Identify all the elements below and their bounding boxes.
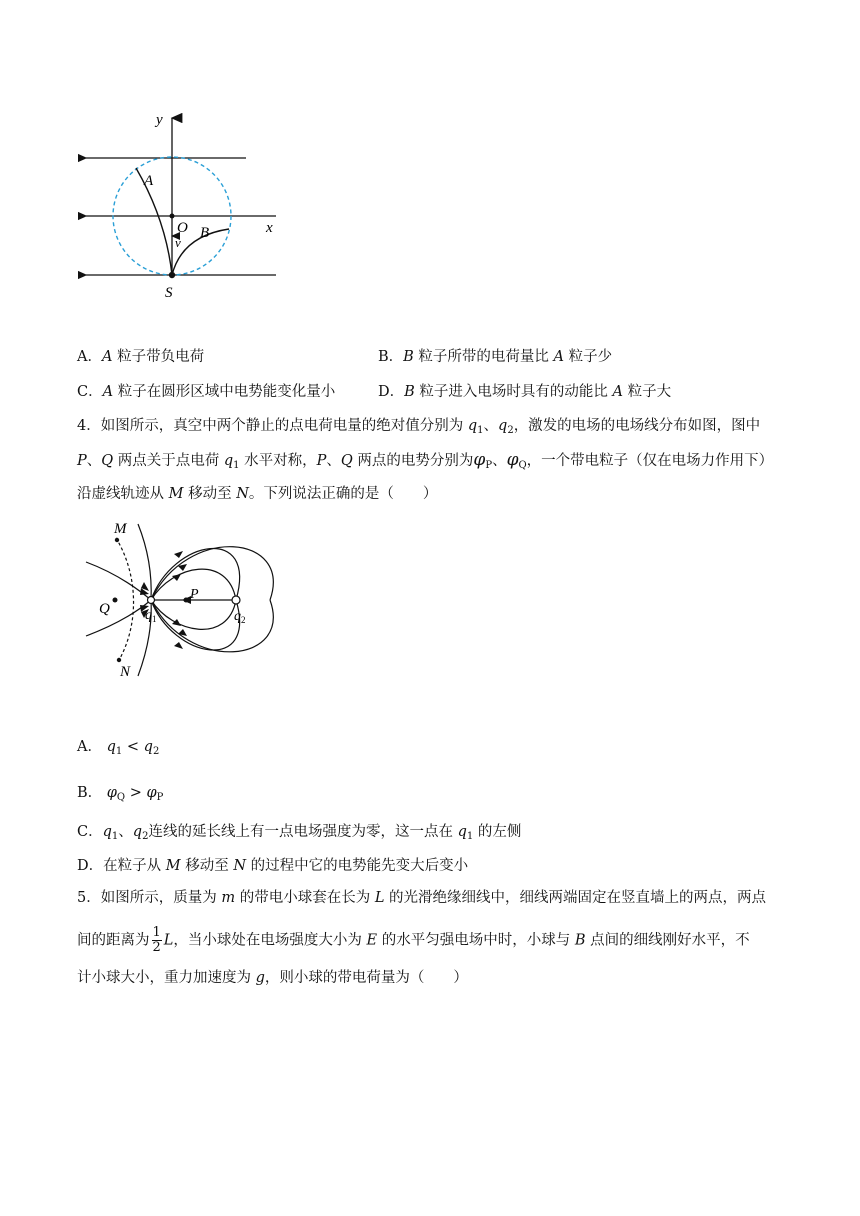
source-dot <box>169 272 175 278</box>
o-label: O <box>177 220 188 236</box>
field-loop-6 <box>151 600 273 652</box>
q5-line-3: 计小球大小，重力加速度为 g，则小球的带电荷量为（ ） <box>77 970 468 986</box>
y-label: y <box>156 112 163 128</box>
charge-q1 <box>148 597 155 604</box>
q5-line-1: 5．如图所示，质量为 m 的带电小球套在长为 L 的光滑绝缘细线中，细线两端固定在竖直墙上的两点，两点 <box>77 890 767 906</box>
n-label: N <box>120 664 131 680</box>
field-loop-3 <box>151 547 273 600</box>
point-n <box>117 658 121 662</box>
trajectory-a <box>136 168 172 275</box>
q4-line-1: 4．如图所示，真空中两个静止的点电荷电量的绝对值分别为 $q_1$、$q_2$，激发的电场的电场线分布如图，图中 <box>77 418 761 436</box>
figure-electric-field-circle <box>78 108 288 303</box>
field-loop-4 <box>151 600 236 629</box>
option-3d: D．B 粒子进入电场时具有的动能比 A 粒子大 <box>378 384 672 400</box>
m-label: M <box>114 521 127 537</box>
q2-label: $q_2$ <box>234 609 246 625</box>
option-4b: B． $\varphi_Q > \varphi_P$ <box>77 785 164 803</box>
point-q <box>113 598 118 603</box>
option-4d: D．在粒子从 M 移动至 N 的过程中它的电势能先变大后变小 <box>77 858 469 874</box>
q4-line-3: 沿虚线轨迹从 M 移动至 N。下列说法正确的是（ ） <box>77 486 438 502</box>
a-label: A <box>144 173 154 189</box>
q1-label: $q_1$ <box>145 608 157 624</box>
point-m <box>115 538 119 542</box>
p-label: P <box>190 587 199 602</box>
option-4c: C．$q_1$、$q_2$连线的延长线上有一点电场强度为零，这一点在 $q_1$ 的左侧 <box>77 824 522 842</box>
q5-line-2: 间的距离为 $\frac{1}{2}$ L，当小球处在电场强度大小为 E 的水平匀强电场中时，小球与 B 点间的细线刚好水平，不 <box>77 925 750 955</box>
point-p <box>184 598 189 603</box>
option-3c: C．A 粒子在圆形区域中电势能变化量小 <box>77 384 336 400</box>
q-label: Q <box>99 601 110 617</box>
option-3b: B．B 粒子所带的电荷量比 A 粒子少 <box>378 349 613 365</box>
field-loop-5 <box>151 600 240 650</box>
b-label: B <box>200 225 210 241</box>
option-3a: A．A 粒子带负电荷 <box>77 349 205 365</box>
v-label: v <box>175 235 181 250</box>
fraction-half: $\frac{1}{2}$ <box>152 925 161 955</box>
dashed-trajectory <box>116 538 134 662</box>
charge-q2 <box>232 596 240 604</box>
option-4a: A． $q_1 < q_2$ <box>77 739 160 757</box>
q4-line-2: P、Q 两点关于点电荷 $q_1$ 水平对称，P、Q 两点的电势分别为$\varphi_P$、$\varphi_Q$，一个带电粒子（仅在电场力作用下） <box>77 450 774 471</box>
origin-dot <box>170 214 175 219</box>
s-label: S <box>165 285 173 301</box>
x-label: x <box>266 220 273 236</box>
figure-point-charges <box>78 514 278 684</box>
